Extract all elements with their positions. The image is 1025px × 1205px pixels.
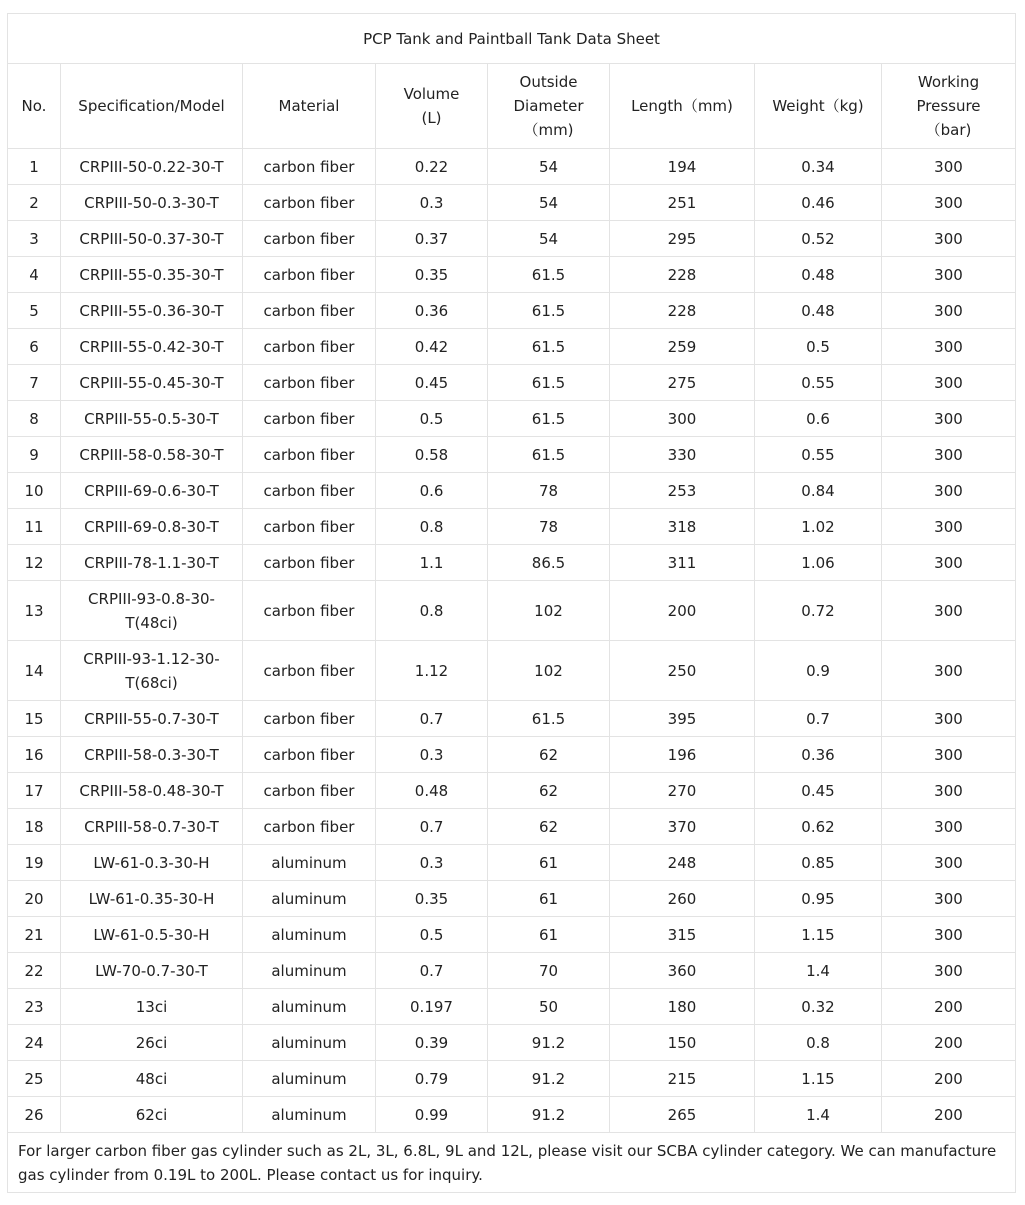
cell-weight: 1.4 (755, 953, 882, 989)
cell-working-pressure: 300 (882, 809, 1016, 845)
cell-model: CRPIII-55-0.45-30-T (61, 365, 243, 401)
table-title: PCP Tank and Paintball Tank Data Sheet (8, 14, 1016, 64)
cell-model: LW-70-0.7-30-T (61, 953, 243, 989)
cell-weight: 0.8 (755, 1025, 882, 1061)
cell-length: 311 (610, 545, 755, 581)
table-row (8, 1061, 1016, 1097)
cell-weight: 0.6 (755, 401, 882, 437)
cell-length: 330 (610, 437, 755, 473)
cell-material: carbon fiber (243, 509, 376, 545)
cell-working-pressure: 300 (882, 845, 1016, 881)
table-row (8, 545, 1016, 581)
cell-no: 25 (8, 1061, 61, 1097)
cell-weight: 1.4 (755, 1097, 882, 1133)
cell-material: carbon fiber (243, 437, 376, 473)
cell-length: 300 (610, 401, 755, 437)
cell-model: CRPIII-93-1.12-30- T(68ci) (61, 641, 243, 701)
cell-material: carbon fiber (243, 581, 376, 641)
cell-outside-diameter: 61 (488, 881, 610, 917)
cell-model: LW-61-0.3-30-H (61, 845, 243, 881)
cell-length: 270 (610, 773, 755, 809)
cell-volume: 0.7 (376, 809, 488, 845)
cell-outside-diameter: 61.5 (488, 701, 610, 737)
cell-no: 10 (8, 473, 61, 509)
cell-weight: 0.84 (755, 473, 882, 509)
title-row (8, 14, 1016, 64)
cell-weight: 0.46 (755, 185, 882, 221)
cell-model: CRPIII-50-0.22-30-T (61, 149, 243, 185)
cell-working-pressure: 300 (882, 917, 1016, 953)
cell-no: 15 (8, 701, 61, 737)
cell-length: 259 (610, 329, 755, 365)
cell-model: CRPIII-55-0.7-30-T (61, 701, 243, 737)
cell-no: 7 (8, 365, 61, 401)
cell-outside-diameter: 61.5 (488, 401, 610, 437)
cell-volume: 0.35 (376, 881, 488, 917)
cell-length: 250 (610, 641, 755, 701)
cell-volume: 0.48 (376, 773, 488, 809)
table-row (8, 509, 1016, 545)
cell-outside-diameter: 102 (488, 581, 610, 641)
cell-no: 16 (8, 737, 61, 773)
cell-volume: 0.3 (376, 737, 488, 773)
cell-material: carbon fiber (243, 545, 376, 581)
table-row (8, 221, 1016, 257)
header-model: Specification/Model (61, 64, 243, 149)
cell-material: carbon fiber (243, 149, 376, 185)
cell-model: CRPIII-69-0.6-30-T (61, 473, 243, 509)
cell-outside-diameter: 62 (488, 737, 610, 773)
cell-weight: 0.45 (755, 773, 882, 809)
cell-material: aluminum (243, 881, 376, 917)
cell-volume: 0.42 (376, 329, 488, 365)
cell-outside-diameter: 61 (488, 845, 610, 881)
cell-length: 315 (610, 917, 755, 953)
cell-no: 6 (8, 329, 61, 365)
cell-length: 251 (610, 185, 755, 221)
cell-no: 13 (8, 581, 61, 641)
cell-outside-diameter: 62 (488, 773, 610, 809)
table-row (8, 1025, 1016, 1061)
cell-outside-diameter: 54 (488, 221, 610, 257)
cell-no: 4 (8, 257, 61, 293)
cell-model: CRPIII-58-0.3-30-T (61, 737, 243, 773)
cell-outside-diameter: 86.5 (488, 545, 610, 581)
cell-volume: 0.35 (376, 257, 488, 293)
cell-outside-diameter: 61 (488, 917, 610, 953)
cell-volume: 0.99 (376, 1097, 488, 1133)
table-row (8, 989, 1016, 1025)
cell-working-pressure: 300 (882, 641, 1016, 701)
header-outside-diameter: Outside Diameter （mm) (488, 64, 610, 149)
cell-working-pressure: 200 (882, 1061, 1016, 1097)
cell-length: 295 (610, 221, 755, 257)
cell-outside-diameter: 61.5 (488, 257, 610, 293)
cell-material: carbon fiber (243, 737, 376, 773)
cell-weight: 0.95 (755, 881, 882, 917)
cell-volume: 0.36 (376, 293, 488, 329)
header-no: No. (8, 64, 61, 149)
table-row (8, 365, 1016, 401)
table-row (8, 329, 1016, 365)
spec-table (7, 13, 1016, 1193)
cell-model: CRPIII-58-0.48-30-T (61, 773, 243, 809)
cell-material: carbon fiber (243, 185, 376, 221)
table-row (8, 149, 1016, 185)
cell-weight: 0.5 (755, 329, 882, 365)
cell-length: 200 (610, 581, 755, 641)
cell-working-pressure: 300 (882, 293, 1016, 329)
cell-length: 248 (610, 845, 755, 881)
cell-outside-diameter: 78 (488, 473, 610, 509)
cell-weight: 0.55 (755, 437, 882, 473)
cell-outside-diameter: 91.2 (488, 1097, 610, 1133)
cell-length: 360 (610, 953, 755, 989)
cell-working-pressure: 300 (882, 509, 1016, 545)
cell-model: 13ci (61, 989, 243, 1025)
cell-volume: 0.7 (376, 953, 488, 989)
cell-no: 8 (8, 401, 61, 437)
cell-length: 215 (610, 1061, 755, 1097)
cell-material: carbon fiber (243, 401, 376, 437)
cell-model: CRPIII-55-0.42-30-T (61, 329, 243, 365)
cell-outside-diameter: 54 (488, 185, 610, 221)
table-row (8, 1097, 1016, 1133)
table-body (8, 14, 1016, 1193)
cell-weight: 0.34 (755, 149, 882, 185)
cell-outside-diameter: 54 (488, 149, 610, 185)
data-sheet (7, 13, 1015, 1193)
cell-volume: 0.6 (376, 473, 488, 509)
cell-weight: 0.9 (755, 641, 882, 701)
note-row (8, 1133, 1016, 1193)
cell-length: 196 (610, 737, 755, 773)
cell-model: LW-61-0.5-30-H (61, 917, 243, 953)
cell-model: CRPIII-78-1.1-30-T (61, 545, 243, 581)
header-material: Material (243, 64, 376, 149)
cell-volume: 1.12 (376, 641, 488, 701)
cell-model: CRPIII-58-0.7-30-T (61, 809, 243, 845)
cell-volume: 0.5 (376, 917, 488, 953)
cell-model: CRPIII-50-0.37-30-T (61, 221, 243, 257)
cell-no: 23 (8, 989, 61, 1025)
cell-working-pressure: 300 (882, 185, 1016, 221)
cell-no: 20 (8, 881, 61, 917)
cell-material: carbon fiber (243, 701, 376, 737)
table-row (8, 401, 1016, 437)
cell-working-pressure: 300 (882, 401, 1016, 437)
cell-volume: 0.3 (376, 185, 488, 221)
table-row (8, 473, 1016, 509)
cell-working-pressure: 300 (882, 701, 1016, 737)
cell-weight: 0.48 (755, 293, 882, 329)
cell-material: aluminum (243, 1061, 376, 1097)
cell-weight: 1.15 (755, 1061, 882, 1097)
table-row (8, 257, 1016, 293)
cell-no: 19 (8, 845, 61, 881)
cell-material: carbon fiber (243, 773, 376, 809)
cell-no: 26 (8, 1097, 61, 1133)
cell-weight: 0.52 (755, 221, 882, 257)
cell-model: LW-61-0.35-30-H (61, 881, 243, 917)
cell-outside-diameter: 102 (488, 641, 610, 701)
table-row (8, 185, 1016, 221)
cell-material: carbon fiber (243, 221, 376, 257)
cell-material: carbon fiber (243, 329, 376, 365)
cell-model: CRPIII-50-0.3-30-T (61, 185, 243, 221)
cell-material: carbon fiber (243, 809, 376, 845)
cell-length: 260 (610, 881, 755, 917)
table-row (8, 581, 1016, 641)
cell-working-pressure: 200 (882, 1025, 1016, 1061)
cell-weight: 1.15 (755, 917, 882, 953)
cell-model: CRPIII-55-0.36-30-T (61, 293, 243, 329)
header-length: Length（mm) (610, 64, 755, 149)
cell-volume: 0.79 (376, 1061, 488, 1097)
cell-no: 17 (8, 773, 61, 809)
table-row (8, 845, 1016, 881)
cell-model: 26ci (61, 1025, 243, 1061)
cell-no: 12 (8, 545, 61, 581)
cell-length: 275 (610, 365, 755, 401)
cell-working-pressure: 300 (882, 149, 1016, 185)
cell-volume: 0.3 (376, 845, 488, 881)
cell-working-pressure: 300 (882, 581, 1016, 641)
cell-outside-diameter: 91.2 (488, 1061, 610, 1097)
table-row (8, 437, 1016, 473)
cell-weight: 0.48 (755, 257, 882, 293)
cell-outside-diameter: 61.5 (488, 293, 610, 329)
cell-length: 180 (610, 989, 755, 1025)
table-row (8, 773, 1016, 809)
cell-material: aluminum (243, 989, 376, 1025)
cell-volume: 0.45 (376, 365, 488, 401)
cell-length: 253 (610, 473, 755, 509)
cell-outside-diameter: 62 (488, 809, 610, 845)
cell-volume: 0.58 (376, 437, 488, 473)
cell-model: 48ci (61, 1061, 243, 1097)
table-row (8, 641, 1016, 701)
cell-no: 21 (8, 917, 61, 953)
header-volume: Volume (L) (376, 64, 488, 149)
cell-volume: 0.37 (376, 221, 488, 257)
cell-working-pressure: 300 (882, 329, 1016, 365)
header-weight: Weight（kg) (755, 64, 882, 149)
cell-working-pressure: 300 (882, 221, 1016, 257)
cell-volume: 0.8 (376, 509, 488, 545)
cell-working-pressure: 200 (882, 989, 1016, 1025)
cell-outside-diameter: 70 (488, 953, 610, 989)
cell-outside-diameter: 78 (488, 509, 610, 545)
cell-no: 2 (8, 185, 61, 221)
cell-weight: 0.62 (755, 809, 882, 845)
table-row (8, 701, 1016, 737)
table-row (8, 917, 1016, 953)
cell-no: 11 (8, 509, 61, 545)
cell-no: 3 (8, 221, 61, 257)
cell-material: carbon fiber (243, 365, 376, 401)
cell-no: 5 (8, 293, 61, 329)
cell-length: 318 (610, 509, 755, 545)
cell-weight: 0.85 (755, 845, 882, 881)
cell-length: 265 (610, 1097, 755, 1133)
cell-weight: 0.7 (755, 701, 882, 737)
cell-outside-diameter: 61.5 (488, 437, 610, 473)
cell-material: carbon fiber (243, 473, 376, 509)
cell-volume: 0.8 (376, 581, 488, 641)
table-row (8, 737, 1016, 773)
cell-no: 1 (8, 149, 61, 185)
cell-material: carbon fiber (243, 257, 376, 293)
cell-no: 14 (8, 641, 61, 701)
cell-working-pressure: 300 (882, 437, 1016, 473)
cell-material: aluminum (243, 1097, 376, 1133)
cell-material: aluminum (243, 917, 376, 953)
cell-weight: 0.32 (755, 989, 882, 1025)
cell-working-pressure: 300 (882, 473, 1016, 509)
cell-working-pressure: 300 (882, 545, 1016, 581)
cell-no: 18 (8, 809, 61, 845)
cell-volume: 0.7 (376, 701, 488, 737)
cell-working-pressure: 300 (882, 773, 1016, 809)
cell-length: 150 (610, 1025, 755, 1061)
table-row (8, 881, 1016, 917)
cell-volume: 1.1 (376, 545, 488, 581)
cell-material: carbon fiber (243, 641, 376, 701)
cell-volume: 0.197 (376, 989, 488, 1025)
cell-working-pressure: 300 (882, 881, 1016, 917)
cell-outside-diameter: 50 (488, 989, 610, 1025)
cell-working-pressure: 300 (882, 365, 1016, 401)
header-row (8, 64, 1016, 149)
cell-material: aluminum (243, 953, 376, 989)
cell-length: 370 (610, 809, 755, 845)
cell-outside-diameter: 91.2 (488, 1025, 610, 1061)
cell-model: CRPIII-58-0.58-30-T (61, 437, 243, 473)
cell-volume: 0.5 (376, 401, 488, 437)
cell-weight: 0.36 (755, 737, 882, 773)
cell-working-pressure: 300 (882, 953, 1016, 989)
cell-length: 228 (610, 293, 755, 329)
cell-model: CRPIII-69-0.8-30-T (61, 509, 243, 545)
cell-weight: 1.02 (755, 509, 882, 545)
cell-working-pressure: 300 (882, 257, 1016, 293)
cell-material: aluminum (243, 845, 376, 881)
cell-material: carbon fiber (243, 293, 376, 329)
cell-length: 194 (610, 149, 755, 185)
cell-weight: 0.55 (755, 365, 882, 401)
cell-model: CRPIII-55-0.35-30-T (61, 257, 243, 293)
table-row (8, 953, 1016, 989)
header-working-pressure: Working Pressure （bar) (882, 64, 1016, 149)
cell-no: 9 (8, 437, 61, 473)
footnote-text: For larger carbon fiber gas cylinder such as 2L, 3L, 6.8L, 9L and 12L, please visit our SCBA cylinder category. We can manufacture gas cylinder from 0.19L to 200L. Please contact us for inquiry. (8, 1133, 1016, 1193)
table-row (8, 809, 1016, 845)
cell-volume: 0.39 (376, 1025, 488, 1061)
cell-model: CRPIII-55-0.5-30-T (61, 401, 243, 437)
cell-volume: 0.22 (376, 149, 488, 185)
cell-length: 228 (610, 257, 755, 293)
cell-weight: 1.06 (755, 545, 882, 581)
cell-no: 22 (8, 953, 61, 989)
cell-outside-diameter: 61.5 (488, 365, 610, 401)
cell-weight: 0.72 (755, 581, 882, 641)
cell-working-pressure: 300 (882, 737, 1016, 773)
cell-material: aluminum (243, 1025, 376, 1061)
cell-model: CRPIII-93-0.8-30- T(48ci) (61, 581, 243, 641)
cell-no: 24 (8, 1025, 61, 1061)
cell-model: 62ci (61, 1097, 243, 1133)
table-row (8, 293, 1016, 329)
cell-length: 395 (610, 701, 755, 737)
cell-outside-diameter: 61.5 (488, 329, 610, 365)
cell-working-pressure: 200 (882, 1097, 1016, 1133)
